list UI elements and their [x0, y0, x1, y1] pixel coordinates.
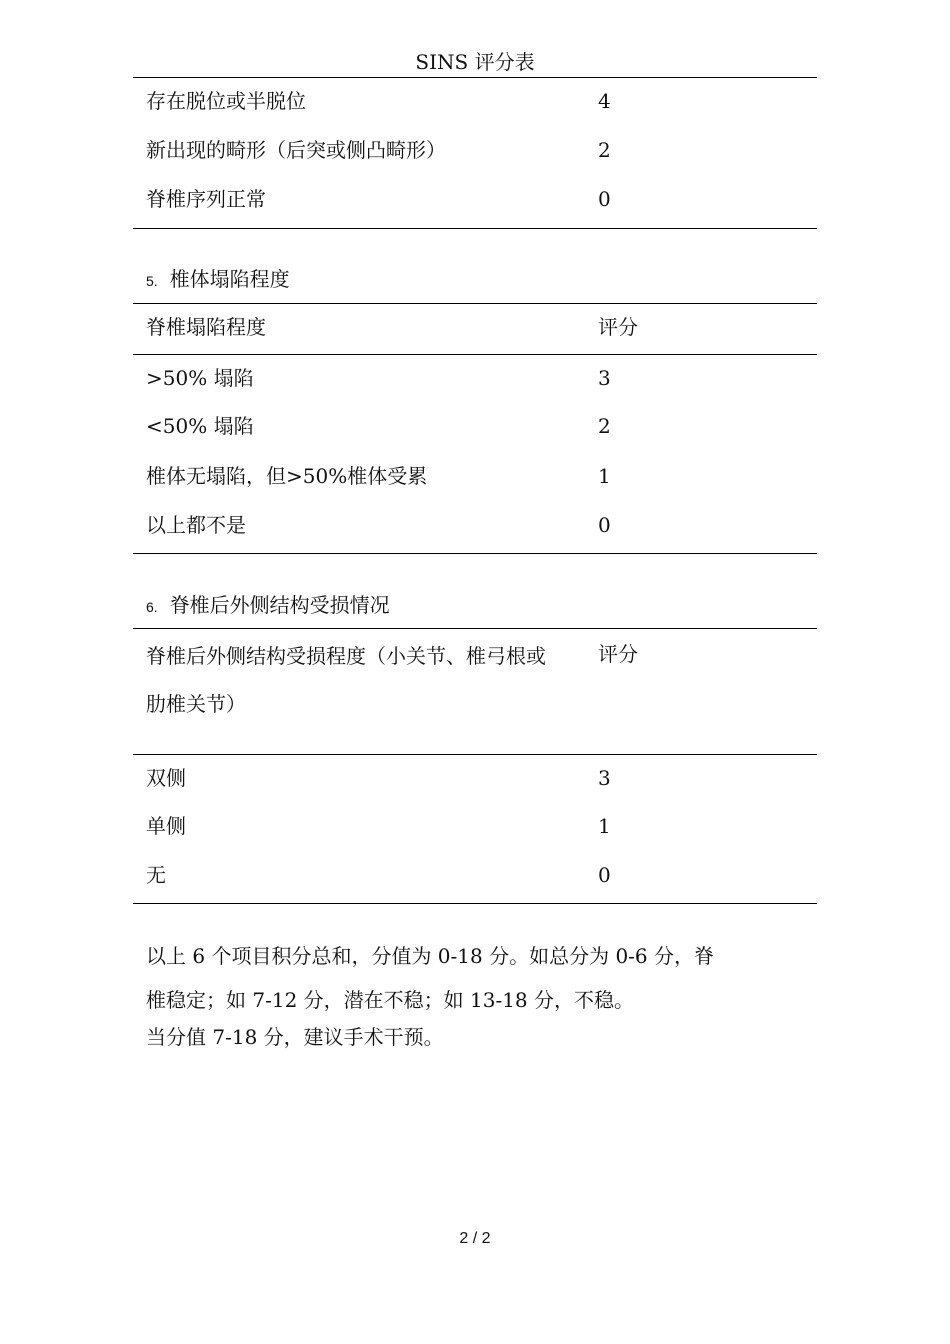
row-score: 2	[598, 138, 611, 162]
column-header-label: 脊椎塌陷程度	[146, 315, 266, 339]
summary-line-1: 以上 6 个项目积分总和，分值为 0-18 分。如总分为 0-6 分，脊	[146, 944, 715, 968]
row-score: 3	[598, 766, 611, 790]
row-score: 1	[598, 464, 611, 488]
row-label: 无	[146, 863, 166, 887]
table-header-row	[146, 632, 816, 742]
row-score: 1	[598, 814, 611, 838]
column-header-label-line2: 肋椎关节）	[146, 692, 246, 716]
row-score: 3	[598, 366, 611, 390]
row-label: 新出现的畸形（后突或侧凸畸形）	[146, 138, 446, 162]
column-header-score: 评分	[598, 315, 638, 339]
row-score: 0	[598, 863, 611, 887]
table-bottom-rule	[133, 553, 817, 554]
page-number: 2 / 2	[459, 1230, 491, 1247]
section-title-text: 椎体塌陷程度	[169, 267, 290, 291]
row-label: 存在脱位或半脱位	[146, 89, 306, 113]
row-label: 单侧	[146, 814, 186, 838]
table-bottom-rule	[133, 228, 817, 229]
row-label: <50% 塌陷	[146, 414, 254, 438]
section-6-title	[146, 591, 390, 621]
section-title-text: 脊椎后外侧结构受损情况	[169, 593, 390, 617]
row-score: 2	[598, 414, 611, 438]
table-top-rule	[133, 77, 817, 78]
column-header-label	[146, 632, 586, 728]
table-top-rule	[133, 303, 817, 304]
section-5-title	[146, 265, 290, 295]
table-top-rule	[133, 628, 817, 629]
row-label: >50% 塌陷	[146, 366, 254, 390]
section-number: 5.	[146, 273, 158, 289]
row-score: 0	[598, 513, 611, 537]
summary-line-3: 当分值 7-18 分，建议手术干预。	[146, 1025, 444, 1049]
section-number: 6.	[146, 599, 158, 615]
page-title: SINS 评分表	[415, 50, 535, 74]
row-score: 4	[598, 89, 611, 113]
row-score: 0	[598, 187, 611, 211]
row-label: 双侧	[146, 766, 186, 790]
column-header-score: 评分	[598, 642, 638, 666]
row-label: 脊椎序列正常	[146, 187, 266, 211]
table-bottom-rule	[133, 903, 817, 904]
header-rule	[133, 354, 817, 355]
row-label: 以上都不是	[146, 513, 246, 537]
summary-line-2: 椎稳定；如 7-12 分，潜在不稳；如 13-18 分，不稳。	[146, 988, 635, 1012]
row-label: 椎体无塌陷，但>50%椎体受累	[146, 464, 428, 488]
header-rule	[133, 754, 817, 755]
column-header-label-line1: 脊椎后外侧结构受损程度（小关节、椎弓根或	[146, 644, 546, 668]
